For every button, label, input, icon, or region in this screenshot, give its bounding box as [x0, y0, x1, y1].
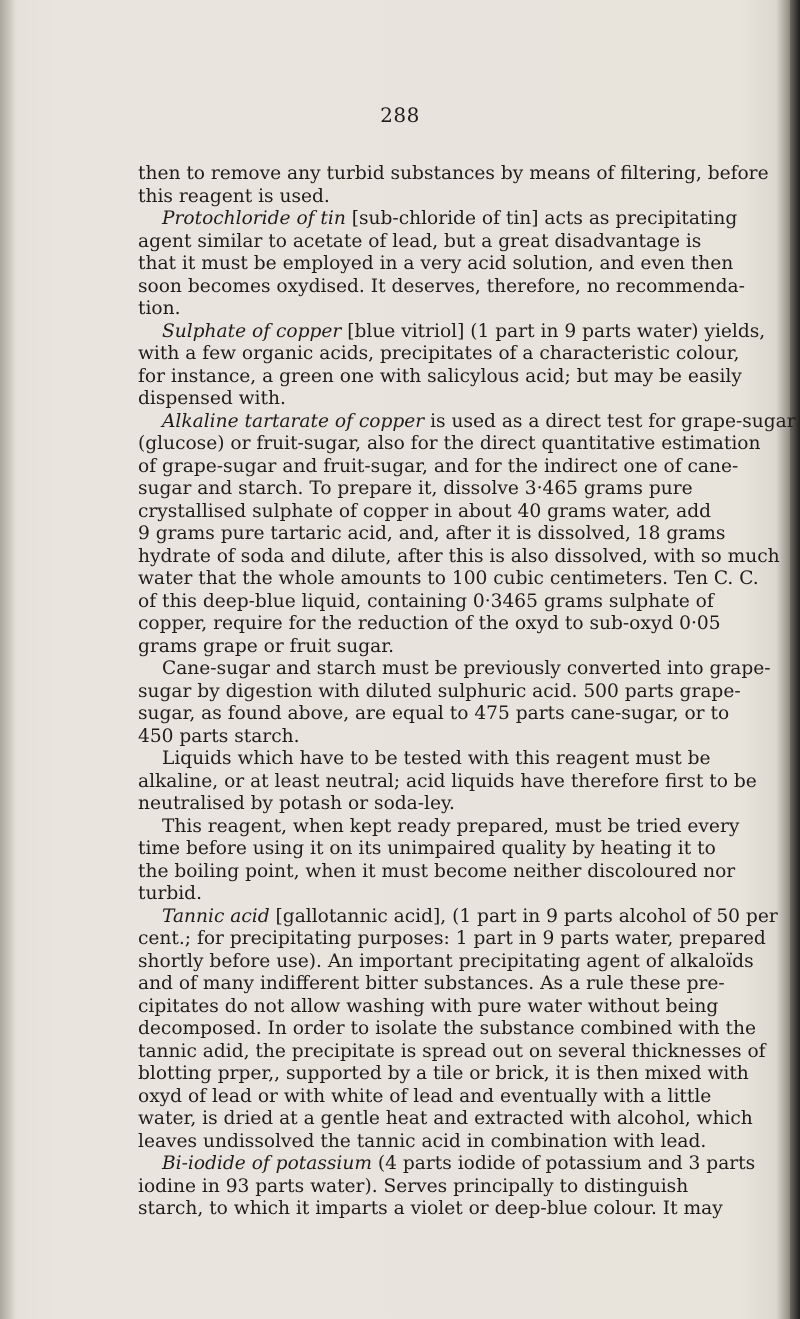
text-line	[138, 928, 790, 951]
text-line	[138, 726, 790, 749]
text-line	[138, 298, 790, 321]
text-run: sugar by digestion with diluted sulphuric acid. 500 parts grape-	[138, 680, 741, 702]
text-run: Liquids which have to be tested with this reagent must be	[162, 748, 711, 769]
text-run: Cane-sugar and starch must be previously converted into grape-	[162, 658, 771, 679]
text-line	[138, 703, 790, 726]
text-run: of this deep-blue liquid, containing 0·3465 grams sulphate of	[138, 590, 714, 612]
text-line	[138, 208, 790, 231]
text-line	[138, 1153, 790, 1176]
text-line	[138, 613, 790, 636]
text-line	[138, 1018, 790, 1041]
italic-term: Protochloride of tin	[162, 208, 346, 229]
text-line	[138, 748, 790, 771]
text-run: and of many indifferent bitter substances. As a rule these pre-	[138, 973, 725, 994]
text-run: shortly before use). An important precipitating agent of alkaloïds	[138, 950, 754, 972]
text-run: [blue vitriol] (1 part in 9 parts water) yields,	[341, 320, 766, 342]
text-run: for instance, a green one with salicylous acid; but may be easily	[138, 365, 742, 387]
text-line	[138, 163, 790, 186]
text-line	[138, 410, 796, 434]
text-run: sugar, as found above, are equal to 475 parts cane-sugar, or to	[138, 703, 730, 724]
text-line	[138, 591, 790, 614]
text-run: tannic adid, the precipitate is spread out on several thicknesses of	[138, 1040, 766, 1062]
text-line	[138, 456, 790, 479]
text-run: turbid.	[138, 883, 202, 904]
text-line	[138, 883, 790, 906]
text-run: iodine in 93 parts water). Serves principally to distinguish	[138, 1175, 689, 1197]
text-line	[138, 231, 790, 254]
italic-term: Bi-iodide of potassium	[162, 1153, 372, 1174]
body-text	[138, 163, 796, 1221]
text-line	[138, 658, 790, 681]
text-run: is used as a direct test for grape-sugar	[424, 410, 796, 432]
italic-term: Tannic acid	[162, 905, 270, 927]
text-run: grams grape or fruit sugar.	[138, 635, 394, 657]
text-line	[138, 433, 790, 456]
text-line	[138, 1131, 790, 1154]
text-line	[138, 793, 790, 816]
text-run: copper, require for the reduction of the oxyd to sub-oxyd 0·05	[138, 613, 721, 634]
text-run: This reagent, when kept ready prepared, must be tried every	[162, 815, 740, 837]
text-line	[138, 1041, 790, 1064]
text-run: the boiling point, when it must become neither discoloured nor	[138, 860, 736, 882]
text-run: that it must be employed in a very acid solution, and even then	[138, 253, 734, 274]
page-edge	[790, 0, 800, 1319]
text-line	[138, 1063, 790, 1086]
text-run: 9 grams pure tartaric acid, and, after it is dissolved, 18 grams	[138, 523, 726, 544]
text-run: [sub-chloride of tin] acts as precipitating	[345, 208, 738, 229]
text-run: blotting prper,, supported by a tile or brick, it is then mixed with	[138, 1063, 749, 1084]
page-number: 288	[380, 103, 420, 127]
text-run: neutralised by potash or soda-ley.	[138, 793, 455, 814]
text-line	[138, 973, 790, 996]
text-run: hydrate of soda and dilute, after this is also dissolved, with so much	[138, 545, 780, 567]
text-line	[138, 388, 790, 411]
text-run: dispensed with.	[138, 388, 286, 409]
text-line	[138, 861, 790, 884]
text-run: oxyd of lead or with white of lead and eventually with a little	[138, 1085, 712, 1107]
text-run: alkaline, or at least neutral; acid liquids have therefore first to be	[138, 770, 757, 792]
text-run: decomposed. In order to isolate the substance combined with the	[138, 1018, 756, 1039]
text-run: cent.; for precipitating purposes: 1 part in 9 parts water, prepared	[138, 928, 766, 949]
text-run: water, is dried at a gentle heat and extracted with alcohol, which	[138, 1108, 753, 1129]
text-run: with a few organic acids, precipitates of a characteristic colour,	[138, 343, 740, 364]
text-line	[138, 186, 790, 209]
italic-term: Alkaline tartarate of copper	[162, 410, 425, 432]
text-line	[138, 636, 790, 659]
text-line	[138, 838, 790, 861]
text-line	[138, 478, 790, 501]
text-line	[138, 1108, 790, 1131]
text-run: [gallotannic acid], (1 part in 9 parts alcohol of 50 per	[269, 905, 778, 927]
text-line	[138, 501, 790, 524]
text-run: this reagent is used.	[138, 185, 330, 207]
text-line	[138, 366, 790, 389]
text-line	[138, 681, 790, 704]
text-run: time before using it on its unimpaired quality by heating it to	[138, 838, 716, 859]
text-run: then to remove any turbid substances by means of filtering, before	[138, 163, 769, 184]
text-run: soon becomes oxydised. It deserves, therefore, no recommenda-	[138, 275, 745, 297]
text-line	[138, 321, 790, 344]
text-line	[138, 951, 790, 974]
text-run: sugar and starch. To prepare it, dissolve 3·465 grams pure	[138, 478, 693, 499]
text-run: 450 parts starch.	[138, 725, 300, 747]
italic-term: Sulphate of copper	[162, 320, 342, 342]
text-line	[138, 996, 790, 1019]
text-run: starch, to which it imparts a violet or deep-blue colour. It may	[138, 1198, 723, 1219]
text-line	[138, 816, 790, 839]
text-line	[138, 276, 790, 299]
text-run: tion.	[138, 298, 181, 319]
text-run: cipitates do not allow washing with pure water without being	[138, 995, 719, 1017]
text-line	[138, 523, 790, 546]
text-line	[138, 343, 790, 366]
text-line	[138, 568, 790, 591]
text-line	[138, 1176, 790, 1199]
text-line	[138, 771, 790, 794]
text-line	[138, 906, 790, 929]
text-line	[138, 253, 790, 276]
text-run: crystallised sulphate of copper in about 40 grams water, add	[138, 500, 712, 522]
text-line	[138, 546, 790, 569]
page-gutter-shadow	[0, 0, 16, 1319]
text-run: (4 parts iodide of potassium and 3 parts	[371, 1153, 756, 1174]
text-line	[138, 1198, 790, 1221]
text-run: water that the whole amounts to 100 cubic centimeters. Ten C. C.	[138, 568, 759, 589]
text-run: agent similar to acetate of lead, but a great disadvantage is	[138, 230, 702, 252]
text-line	[138, 1086, 790, 1109]
text-run: leaves undissolved the tannic acid in combination with lead.	[138, 1130, 707, 1152]
text-run: of grape-sugar and fruit-sugar, and for the indirect one of cane-	[138, 455, 739, 477]
text-run: (glucose) or fruit-sugar, also for the direct quantitative estimation	[138, 433, 761, 454]
